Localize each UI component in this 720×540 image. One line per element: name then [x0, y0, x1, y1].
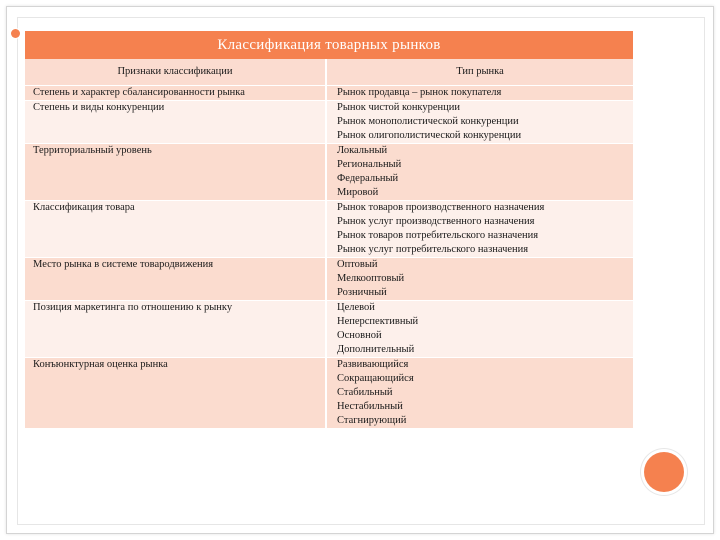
market-type-item: Рынок услуг потребительского назначения [337, 244, 529, 255]
table-row [25, 258, 633, 301]
market-type-item: Мировой [337, 187, 379, 198]
market-type-item: Стагнирующий [337, 415, 407, 426]
market-type-cell [326, 301, 633, 358]
table-body [25, 86, 633, 429]
market-type-item: Федеральный [337, 173, 399, 184]
market-type-cell [326, 86, 633, 101]
table-row [25, 301, 633, 358]
market-type-item: Рынок чистой конкуренции [337, 102, 461, 113]
market-type-item: Сокращающийся [337, 373, 414, 384]
criterion-text: Позиция маркетинга по отношению к рынку [33, 302, 233, 313]
criterion-cell [25, 144, 326, 201]
column-header-row [25, 59, 633, 86]
market-type-item: Рынок товаров потребительского назначения [337, 230, 539, 241]
criterion-text: Конъюнктурная оценка рынка [33, 359, 168, 370]
criterion-cell [25, 301, 326, 358]
table-row [25, 86, 633, 101]
market-type-item: Рынок услуг производственного назначения [337, 216, 535, 227]
market-type-item: Рынок продавца – рынок покупателя [337, 87, 502, 98]
table-row [25, 144, 633, 201]
market-type-item: Рынок товаров производственного назначения [337, 202, 545, 213]
market-type-item: Рынок монополистической конкуренции [337, 116, 519, 127]
market-type-item: Целевой [337, 302, 375, 313]
market-type-cell [326, 101, 633, 144]
table-row [25, 101, 633, 144]
criterion-text: Место рынка в системе товародвижения [33, 259, 214, 270]
decorative-dot [11, 29, 20, 38]
criterion-text: Степень и характер сбалансированности рынка [33, 87, 245, 98]
table-row [25, 358, 633, 429]
column-header-market-type: Тип рынка [326, 59, 633, 86]
market-type-item: Стабильный [337, 387, 393, 398]
market-type-item: Розничный [337, 287, 387, 298]
table-row [25, 201, 633, 258]
market-type-item: Развивающийся [337, 359, 409, 370]
market-classification-table [25, 31, 633, 429]
market-type-item: Мелкооптовый [337, 273, 405, 284]
criterion-cell [25, 101, 326, 144]
criterion-cell [25, 258, 326, 301]
market-type-cell [326, 201, 633, 258]
column-header-criterion: Признаки классификации [25, 59, 326, 86]
criterion-text: Степень и виды конкуренции [33, 102, 165, 113]
market-type-cell [326, 358, 633, 429]
market-type-item: Рынок олигополистической конкуренции [337, 130, 522, 141]
market-type-item: Локальный [337, 145, 388, 156]
market-type-item: Оптовый [337, 259, 378, 270]
market-type-item: Нестабильный [337, 401, 403, 412]
market-type-item: Региональный [337, 159, 402, 170]
market-type-item: Основной [337, 330, 382, 341]
criterion-text: Классификация товара [33, 202, 135, 213]
criterion-cell [25, 201, 326, 258]
decorative-circle [644, 452, 684, 492]
market-type-cell [326, 258, 633, 301]
market-type-item: Дополнительный [337, 344, 415, 355]
market-type-cell [326, 144, 633, 201]
criterion-cell [25, 86, 326, 101]
criterion-cell [25, 358, 326, 429]
table-title: Классификация товарных рынков [25, 31, 633, 59]
criterion-text: Территориальный уровень [33, 145, 152, 156]
market-type-item: Неперспективный [337, 316, 419, 327]
